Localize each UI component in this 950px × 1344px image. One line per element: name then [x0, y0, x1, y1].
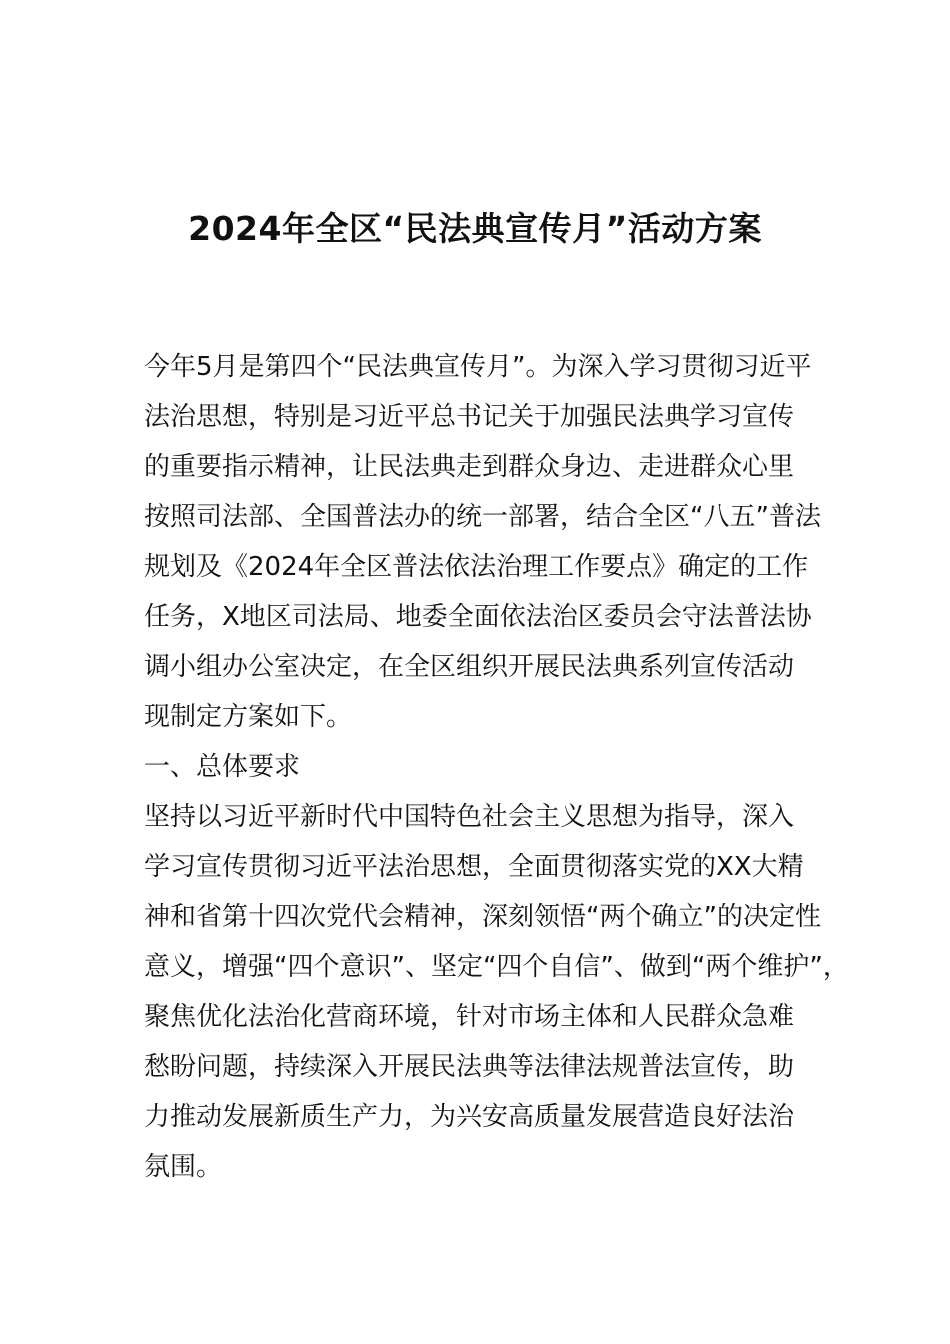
- body-line: 聚焦优化法治化营商环境，针对市场主体和人民群众急难: [144, 1002, 795, 1032]
- body-line: 法治思想，特别是习近平总书记关于加强民法典学习宣传: [144, 402, 795, 432]
- body-line: 氛围。: [144, 1152, 223, 1182]
- body-line: 学习宣传贯彻习近平法治思想，全面贯彻落实党的XX大精: [144, 852, 804, 882]
- body-line: 现制定方案如下。: [144, 702, 353, 732]
- body-line: 意义，增强“四个意识”、坚定“四个自信”、做到“两个维护”，: [144, 952, 849, 982]
- body-line: 按照司法部、全国普法办的统一部署，结合全区“八五”普法: [144, 502, 821, 532]
- body-line: 调小组办公室决定，在全区组织开展民法典系列宣传活动: [144, 652, 795, 682]
- section-heading: 一、总体要求: [144, 752, 301, 782]
- body-line: 的重要指示精神，让民法典走到群众身边、走进群众心里: [144, 452, 795, 482]
- body-line: 任务，X地区司法局、地委全面依法治区委员会守法普法协: [144, 602, 812, 632]
- body-line: 力推动发展新质生产力，为兴安高质量发展营造良好法治: [144, 1102, 795, 1132]
- document-title: 2024年全区“民法典宣传月”活动方案: [188, 209, 762, 248]
- document-body: [144, 342, 849, 1192]
- body-line: 今年5月是第四个“民法典宣传月”。为深入学习贯彻习近平: [144, 352, 812, 382]
- body-line: 规划及《2024年全区普法依法治理工作要点》确定的工作: [144, 552, 809, 582]
- body-line: 坚持以习近平新时代中国特色社会主义思想为指导，深入: [144, 802, 795, 832]
- body-line: 愁盼问题，持续深入开展民法典等法律法规普法宣传，助: [144, 1052, 795, 1082]
- body-line: 神和省第十四次党代会精神，深刻领悟“两个确立”的决定性: [144, 902, 821, 932]
